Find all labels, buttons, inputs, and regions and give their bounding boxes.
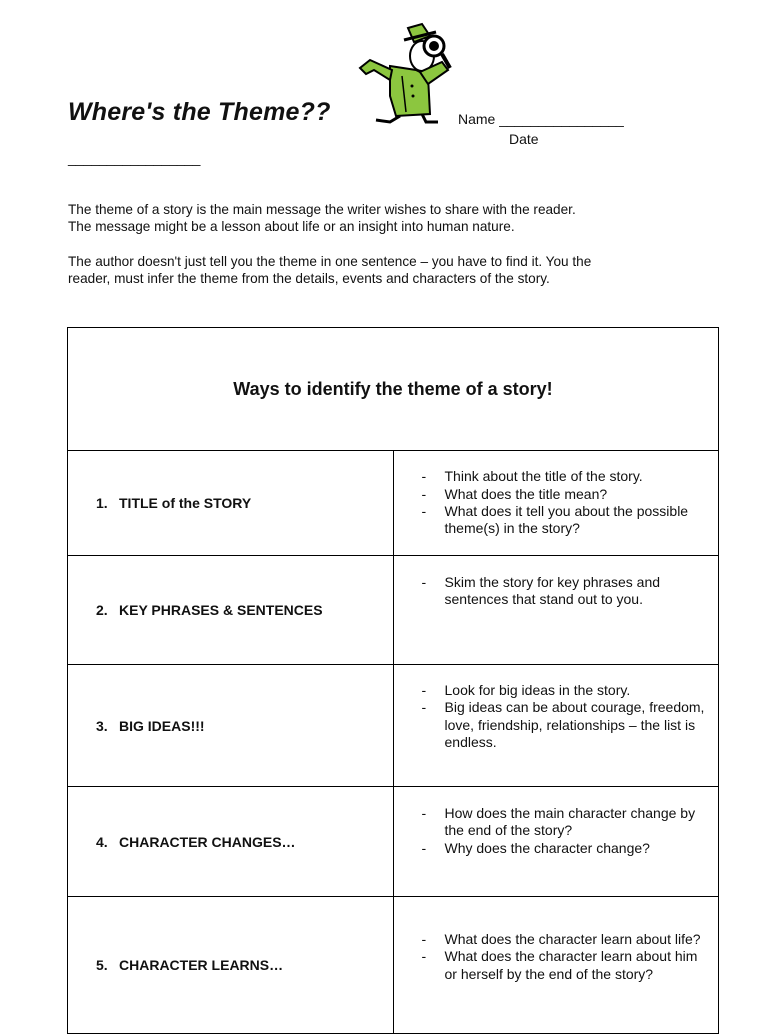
bullet-mark: -: [421, 948, 427, 965]
point-text: Look for big ideas in the story.: [444, 682, 631, 698]
method-points-cell: [393, 556, 719, 665]
table-row: [68, 787, 719, 897]
method-points-cell: [393, 451, 719, 556]
intro-line: The theme of a story is the main message the writer wishes to share with the reader.: [68, 202, 576, 217]
table-row: [68, 897, 719, 1034]
method-label-cell: [68, 787, 394, 897]
method-label-cell: [68, 897, 394, 1034]
list-item: [422, 699, 709, 751]
list-item: [422, 805, 709, 840]
method-points-list: [394, 931, 719, 983]
list-item: [422, 486, 709, 503]
list-item: [422, 468, 709, 485]
method-number: 1.: [96, 495, 108, 511]
method-label-cell: [68, 556, 394, 665]
list-item: [422, 503, 709, 538]
detective-magnifying-glass-icon: [350, 16, 462, 128]
point-text: What does the character learn about him or herself by the end of the story?: [444, 948, 698, 982]
bullet-mark: -: [421, 682, 427, 698]
point-text: What does the character learn about life?: [444, 931, 701, 947]
table-row: [68, 665, 719, 787]
point-text: What does it tell you about the possible theme(s) in the story?: [444, 503, 689, 537]
method-label: CHARACTER CHANGES…: [119, 833, 296, 850]
method-number: 5.: [96, 957, 108, 973]
bullet-mark: -: [421, 699, 427, 716]
intro-paragraph-1: [68, 201, 708, 235]
method-label: KEY PHRASES & SENTENCES: [119, 602, 323, 618]
list-item: [422, 840, 709, 857]
method-points-cell: [393, 897, 719, 1034]
point-text: Big ideas can be about courage, freedom, love, friendship, relationships – the list is endless.: [444, 699, 705, 750]
table-heading: Ways to identify the theme of a story!: [68, 328, 719, 451]
bullet-mark: -: [421, 468, 427, 485]
bullet-mark: -: [421, 839, 427, 856]
name-field: Name ________________: [458, 111, 624, 127]
date-field: Date: [509, 131, 539, 147]
method-label-cell: [68, 451, 394, 556]
table-row: [68, 556, 719, 665]
method-points-cell: [393, 665, 719, 787]
method-number: 4.: [96, 833, 108, 850]
worksheet-title: Where's the Theme??: [68, 98, 331, 126]
bullet-mark: -: [421, 574, 427, 590]
method-number: 2.: [96, 602, 108, 618]
table-row: [68, 451, 719, 556]
bullet-mark: -: [421, 503, 427, 519]
intro-line: The author doesn't just tell you the theme in one sentence – you have to find it. You the: [68, 254, 592, 269]
method-points-list: [394, 468, 719, 537]
method-points-cell: [393, 787, 719, 897]
point-text: Skim the story for key phrases and sentences that stand out to you.: [444, 574, 661, 608]
method-label: BIG IDEAS!!!: [119, 717, 205, 734]
list-item: [422, 948, 709, 983]
list-item: [422, 574, 709, 609]
method-label: CHARACTER LEARNS…: [119, 957, 284, 973]
bullet-mark: -: [421, 805, 427, 821]
method-points-list: [394, 574, 719, 609]
point-text: What does the title mean?: [444, 485, 608, 502]
list-item: [422, 682, 709, 699]
intro-line: The message might be a lesson about life or an insight into human nature.: [68, 219, 515, 234]
method-label: TITLE of the STORY: [119, 495, 252, 511]
date-blank-line: _________________: [68, 150, 201, 166]
point-text: Why does the character change?: [444, 839, 650, 856]
list-item: [422, 931, 709, 948]
point-text: Think about the title of the story.: [444, 468, 643, 485]
intro-paragraph-2: [68, 253, 708, 287]
method-points-list: [394, 805, 719, 857]
bullet-mark: -: [421, 485, 427, 502]
intro-line: reader, must infer the theme from the details, events and characters of the story.: [68, 271, 550, 286]
point-text: How does the main character change by the end of the story?: [444, 805, 696, 839]
method-label-cell: [68, 665, 394, 787]
method-points-list: [394, 682, 719, 751]
method-number: 3.: [96, 717, 108, 734]
theme-methods-table: [67, 327, 719, 1034]
bullet-mark: -: [421, 931, 427, 947]
